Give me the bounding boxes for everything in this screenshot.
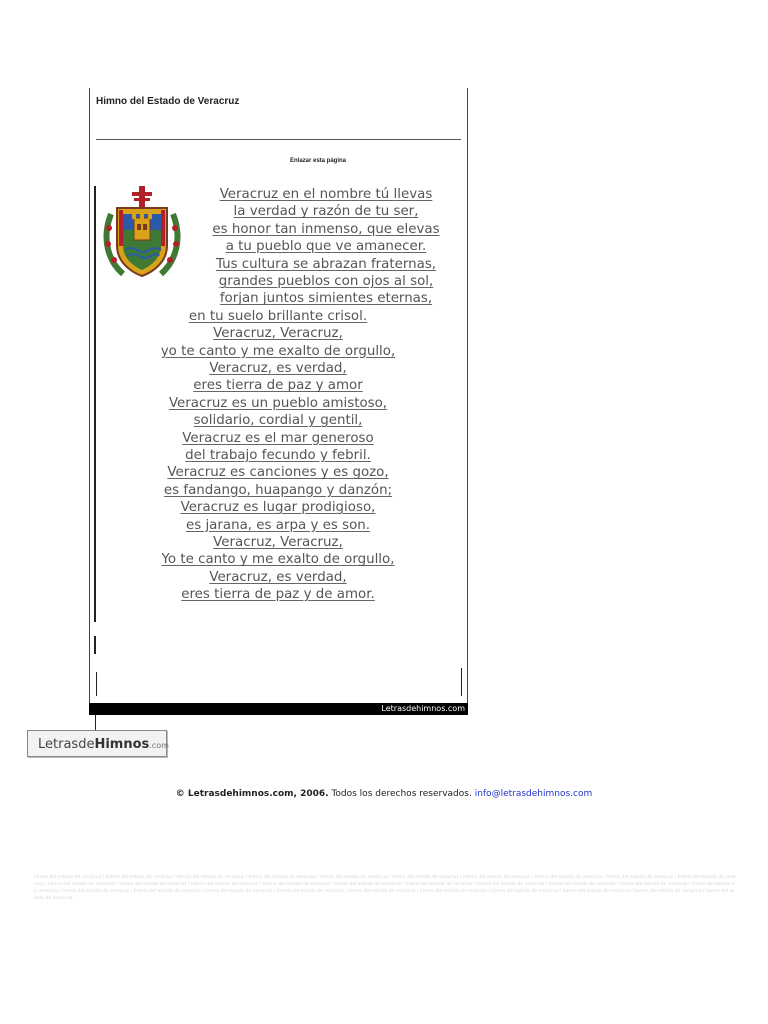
copyright-owner: © Letrasdehimnos.com, 2006. <box>175 789 329 799</box>
poem-line: la verdad y razón de tu ser, <box>233 204 419 220</box>
poem-line: es fandango, huapango y danzón; <box>163 482 393 498</box>
inner-right-tick <box>461 668 462 696</box>
poem-line: Yo te canto y me exalto de orgullo, <box>161 552 395 568</box>
poem-line: solidario, cordial y gentil, <box>193 413 363 429</box>
footer-site-link[interactable]: Letrasdehimnos.com <box>381 704 465 713</box>
poem-line: Veracruz es canciones y es gozo, <box>167 465 389 481</box>
logo-text-de: de <box>78 737 95 752</box>
poem-line: eres tierra de paz y amor <box>193 378 363 394</box>
poem-line: Veracruz, Veracruz, <box>213 535 343 550</box>
frame-right-line <box>467 88 468 703</box>
poem-line: eres tierra de paz y de amor. <box>181 587 375 603</box>
poem-line: del trabajo fecundo y febril. <box>185 448 371 463</box>
copyright-line <box>0 789 768 799</box>
poem-line: Tus cultura se abrazan fraternas, <box>215 256 437 272</box>
inner-left-tick <box>96 672 97 696</box>
page-title: Himno del Estado de Veracruz <box>96 96 240 107</box>
site-logo[interactable] <box>27 730 167 757</box>
frame-left-line <box>89 88 90 703</box>
poem-line: Veracruz, Veracruz, <box>213 326 343 342</box>
logo-text-letras: Letras <box>38 737 79 752</box>
poem-line: Veracruz, es verdad, <box>209 361 347 376</box>
link-this-page[interactable]: Enlazar esta página <box>289 158 347 164</box>
poem-line: es honor tan inmenso, que elevas <box>212 221 440 237</box>
poem-line: Veracruz es un pueblo amistoso, <box>168 395 388 411</box>
poem-line: Veracruz en el nombre tú llevas <box>219 187 433 202</box>
poem-line: grandes pueblos con ojos al sol, <box>218 274 434 289</box>
poem-line: yo te canto y me exalto de orgullo, <box>160 343 396 359</box>
poem-line: Veracruz es lugar prodigioso, <box>180 500 376 516</box>
poem-line: a tu pueblo que ve amanecer. <box>225 239 427 255</box>
poem-line: forjan juntos simientes eternas, <box>219 291 433 307</box>
inner-left-bar-short <box>94 636 96 654</box>
poem-line: en tu suelo brillante crisol. <box>188 308 368 324</box>
poem-line: Veracruz, es verdad, <box>209 569 347 585</box>
logo-connector-line <box>95 715 96 730</box>
veracruz-coat-of-arms-icon <box>101 184 183 280</box>
logo-text-himnos: Himnos <box>94 737 150 752</box>
watermark-text: himno del estado de veracruz / himno del estado de veracruz / himno del estado de veracruz / himno del estado de veracruz / himno del estado de veracruz / himno del estado de veracruz / himno del estado de veracruz / himno del estado de veracruz / himno del estado de veracruz / himno del estado de veracruz / himno del estado de veracruz / himno del estado de veracruz / himno del estado de veracruz / himno del estado de veracruz / himno del estado de veracruz / himno del estado de veracruz / himno del estado de veracruz / himno del estado de veracruz / himno del estado de veracruz / himno del estado de veracruz / himno del estado de veracruz / himno del estado de veracruz / himno del estado de veracruz / himno del estado de veracruz / himno del estado de veracruz / himno del estado de veracruz / himno del estado de veracruz / himno del estado de veracruz / himno del estado de veracruz / himno del estado de veracruz <box>34 875 736 901</box>
poem-line: Veracruz es el mar generoso <box>182 430 374 446</box>
poem-line: es jarana, es arpa y es son. <box>185 517 371 533</box>
copyright-rights: Todos los derechos reservados. <box>328 789 475 799</box>
footer-bar <box>89 703 468 715</box>
header-divider <box>96 139 461 140</box>
contact-email-link[interactable]: info@letrasdehimnos.com <box>474 789 593 799</box>
logo-text-com: .com <box>149 741 169 750</box>
inner-left-bar <box>94 186 96 622</box>
